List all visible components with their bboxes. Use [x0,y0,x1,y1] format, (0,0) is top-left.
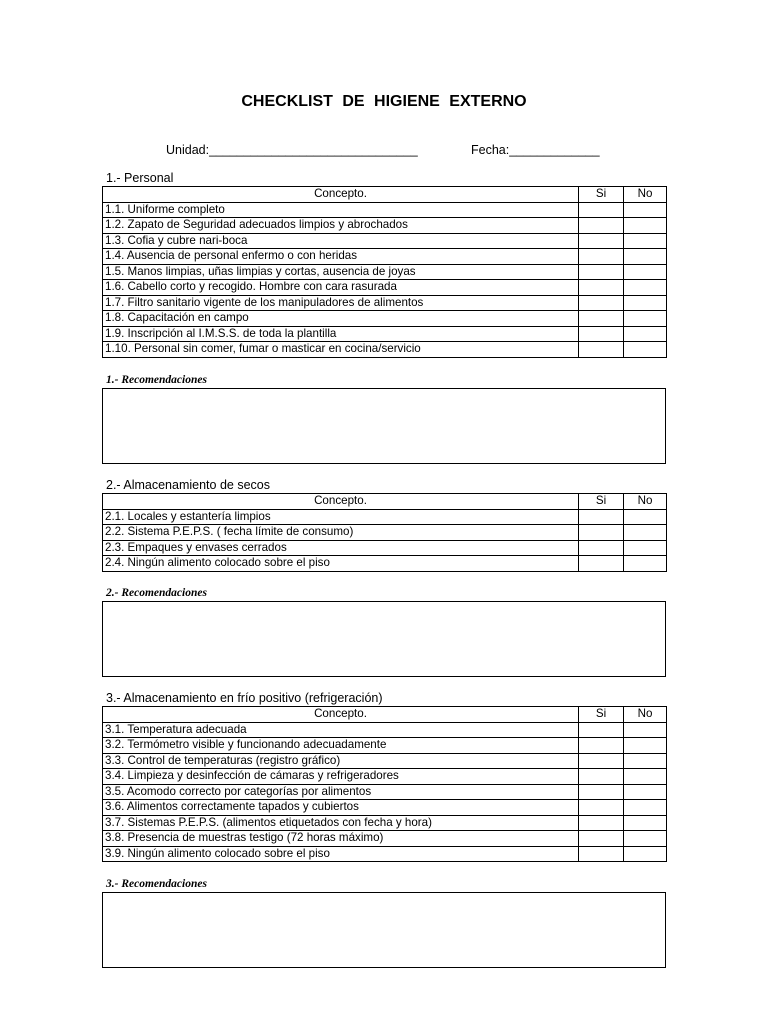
table-row [103,831,667,847]
concept-cell: 3.4. Limpieza y desinfección de cámaras y refrigeradores [103,769,579,785]
table-header-row [103,494,667,510]
no-checkbox-cell[interactable] [624,233,667,249]
no-checkbox-cell[interactable] [624,311,667,327]
no-checkbox-cell[interactable] [624,509,667,525]
no-checkbox-cell[interactable] [624,525,667,541]
concept-cell: 1.9. Inscripción al I.M.S.S. de toda la plantilla [103,326,579,342]
no-checkbox-cell[interactable] [624,342,667,358]
table-row [103,800,667,816]
concept-cell: 1.2. Zapato de Seguridad adecuados limpios y abrochados [103,218,579,234]
concept-cell: 1.3. Cofia y cubre nari-boca [103,233,579,249]
concept-cell: 2.2. Sistema P.E.P.S. ( fecha límite de consumo) [103,525,579,541]
fecha-field[interactable]: Fecha:_____________ [471,143,600,157]
no-checkbox-cell[interactable] [624,722,667,738]
si-checkbox-cell[interactable] [579,769,624,785]
concepto-header: Concepto. [103,187,579,203]
table-row [103,280,667,296]
table-row [103,218,667,234]
no-checkbox-cell[interactable] [624,556,667,572]
concept-cell: 2.1. Locales y estantería limpios [103,509,579,525]
section-3-table [102,706,667,862]
concept-cell: 3.5. Acomodo correcto por categorías por alimentos [103,784,579,800]
si-checkbox-cell[interactable] [579,280,624,296]
table-row [103,342,667,358]
section-1-recommendations-label: 1.- Recomendaciones [106,374,207,386]
si-checkbox-cell[interactable] [579,295,624,311]
table-row [103,249,667,265]
si-checkbox-cell[interactable] [579,233,624,249]
concept-cell: 1.1. Uniforme completo [103,202,579,218]
section-1-recommendations-box[interactable] [102,388,666,464]
si-header: Si [579,707,624,723]
si-checkbox-cell[interactable] [579,249,624,265]
no-checkbox-cell[interactable] [624,831,667,847]
table-row [103,815,667,831]
section-2-recommendations-label: 2.- Recomendaciones [106,587,207,599]
concept-cell: 2.3. Empaques y envases cerrados [103,540,579,556]
concept-cell: 1.6. Cabello corto y recogido. Hombre con cara rasurada [103,280,579,296]
no-header: No [624,707,667,723]
concept-cell: 2.4. Ningún alimento colocado sobre el piso [103,556,579,572]
table-row [103,233,667,249]
table-row [103,556,667,572]
no-checkbox-cell[interactable] [624,784,667,800]
concept-cell: 3.8. Presencia de muestras testigo (72 horas máximo) [103,831,579,847]
concept-cell: 3.2. Termómetro visible y funcionando adecuadamente [103,738,579,754]
no-checkbox-cell[interactable] [624,326,667,342]
table-row [103,722,667,738]
table-row [103,753,667,769]
si-checkbox-cell[interactable] [579,525,624,541]
table-header-row [103,707,667,723]
table-row [103,264,667,280]
section-3-label: 3.- Almacenamiento en frío positivo (refrigeración) [106,691,383,705]
no-checkbox-cell[interactable] [624,769,667,785]
concept-cell: 1.8. Capacitación en campo [103,311,579,327]
no-checkbox-cell[interactable] [624,738,667,754]
si-checkbox-cell[interactable] [579,326,624,342]
concept-cell: 3.6. Alimentos correctamente tapados y cubiertos [103,800,579,816]
table-row [103,769,667,785]
concepto-header: Concepto. [103,707,579,723]
si-checkbox-cell[interactable] [579,202,624,218]
si-header: Si [579,187,624,203]
concept-cell: 1.7. Filtro sanitario vigente de los manipuladores de alimentos [103,295,579,311]
no-checkbox-cell[interactable] [624,295,667,311]
si-checkbox-cell[interactable] [579,540,624,556]
table-row [103,311,667,327]
concepto-header: Concepto. [103,494,579,510]
table-row [103,202,667,218]
si-checkbox-cell[interactable] [579,722,624,738]
si-checkbox-cell[interactable] [579,815,624,831]
no-header: No [624,494,667,510]
section-2-label: 2.- Almacenamiento de secos [106,478,270,492]
no-header: No [624,187,667,203]
section-2-recommendations-box[interactable] [102,601,666,677]
unidad-field[interactable]: Unidad:______________________________ [166,143,418,157]
no-checkbox-cell[interactable] [624,249,667,265]
no-checkbox-cell[interactable] [624,218,667,234]
si-checkbox-cell[interactable] [579,556,624,572]
table-row [103,846,667,862]
no-checkbox-cell[interactable] [624,815,667,831]
concept-cell: 3.1. Temperatura adecuada [103,722,579,738]
table-row [103,525,667,541]
no-checkbox-cell[interactable] [624,280,667,296]
concept-cell: 1.5. Manos limpias, uñas limpias y cortas, ausencia de joyas [103,264,579,280]
si-checkbox-cell[interactable] [579,784,624,800]
no-checkbox-cell[interactable] [624,800,667,816]
no-checkbox-cell[interactable] [624,540,667,556]
si-checkbox-cell[interactable] [579,831,624,847]
section-3-recommendations-label: 3.- Recomendaciones [106,878,207,890]
si-checkbox-cell[interactable] [579,342,624,358]
concept-cell: 3.3. Control de temperaturas (registro gráfico) [103,753,579,769]
si-checkbox-cell[interactable] [579,509,624,525]
table-row [103,326,667,342]
section-1-label: 1.- Personal [106,171,174,185]
concept-cell: 3.9. Ningún alimento colocado sobre el piso [103,846,579,862]
concept-cell: 1.10. Personal sin comer, fumar o masticar en cocina/servicio [103,342,579,358]
si-checkbox-cell[interactable] [579,846,624,862]
no-checkbox-cell[interactable] [624,264,667,280]
section-2-table [102,493,667,572]
si-header: Si [579,494,624,510]
si-checkbox-cell[interactable] [579,311,624,327]
si-checkbox-cell[interactable] [579,800,624,816]
table-row [103,509,667,525]
si-checkbox-cell[interactable] [579,738,624,754]
document-title: CHECKLIST DE HIGIENE EXTERNO [241,93,527,110]
concept-cell: 1.4. Ausencia de personal enfermo o con heridas [103,249,579,265]
section-1-table [102,186,667,358]
table-row [103,784,667,800]
table-header-row [103,187,667,203]
concept-cell: 3.7. Sistemas P.E.P.S. (alimentos etiquetados con fecha y hora) [103,815,579,831]
no-checkbox-cell[interactable] [624,202,667,218]
section-3-recommendations-box[interactable] [102,892,666,968]
no-checkbox-cell[interactable] [624,753,667,769]
si-checkbox-cell[interactable] [579,218,624,234]
table-row [103,738,667,754]
si-checkbox-cell[interactable] [579,753,624,769]
table-row [103,295,667,311]
no-checkbox-cell[interactable] [624,846,667,862]
si-checkbox-cell[interactable] [579,264,624,280]
table-row [103,540,667,556]
